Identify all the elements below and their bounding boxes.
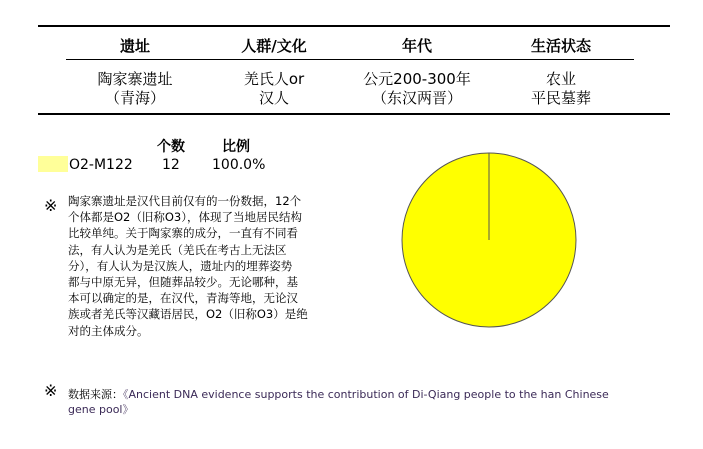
source-note	[68, 387, 628, 417]
legend-count: 12	[162, 157, 180, 173]
table-header-rule	[66, 59, 634, 60]
legend-haplogroup: O2-M122	[69, 157, 133, 173]
note-reference-mark: ※	[44, 196, 58, 215]
analysis-line: 对的主体成分。	[68, 323, 149, 338]
cell-era-line: （东汉两晋）	[371, 89, 462, 107]
analysis-line: 法，有人认为是羌氏（羌氏在考古上无法区	[68, 242, 287, 257]
legend-ratio: 100.0%	[212, 157, 266, 173]
cell-population-line: 汉人	[258, 89, 289, 107]
table-cell-site	[60, 70, 210, 108]
cell-population-line: 羌氏人or	[243, 70, 305, 88]
cell-era-line: 公元200-300年	[363, 70, 471, 88]
analysis-line: 族或者羌氏等汉藏语居民，O2（旧称O3）是绝	[68, 307, 308, 322]
table-top-rule	[38, 25, 670, 27]
analysis-line: 比较单纯。关于陶家寨的成分，一直有不同看	[68, 226, 298, 241]
table-header-population: 人群/文化	[241, 37, 307, 55]
source-prefix: 数据来源：	[68, 388, 123, 401]
source-reference-mark: ※	[44, 381, 58, 400]
cell-lifestyle-line: 农业	[545, 70, 576, 88]
table-cell-population	[199, 70, 349, 108]
source-title: 《Ancient DNA evidence supports the contribution of Di-Qiang people to the han Chinese	[123, 388, 609, 401]
legend-color-swatch	[38, 156, 68, 172]
source-line: gene pool》	[68, 403, 134, 416]
source-line	[68, 387, 628, 402]
table-cell-lifestyle	[486, 70, 636, 108]
cell-site-line: （青海）	[104, 89, 165, 107]
analysis-line: 陶家寨遗址是汉代目前仅有的一份数据，12个	[68, 194, 302, 208]
table-header-lifestyle: 生活状态	[530, 37, 591, 55]
analysis-line: 都与中原无异，但随葬品较少。无论哪种，基	[68, 275, 298, 290]
table-bottom-rule	[38, 113, 670, 115]
analysis-line: 个体都是O2（旧称O3），体现了当地居民结构	[68, 210, 302, 225]
table-cell-era	[337, 70, 497, 108]
analysis-line: 分），有人认为是汉族人，遗址内的埋葬姿势	[68, 258, 293, 273]
legend-header-ratio: 比例	[222, 139, 250, 155]
analysis-line: 本可以确定的是，在汉代，青海等地，无论汉	[68, 291, 298, 306]
cell-lifestyle-line: 平民墓葬	[530, 89, 591, 107]
pie-slice-o2-m122	[402, 153, 576, 327]
cell-site-line: 陶家寨遗址	[97, 70, 173, 88]
table-header-site: 遗址	[119, 37, 150, 55]
legend-header-count: 个数	[157, 139, 185, 155]
table-header-era: 年代	[401, 37, 432, 55]
analysis-note	[68, 193, 368, 339]
